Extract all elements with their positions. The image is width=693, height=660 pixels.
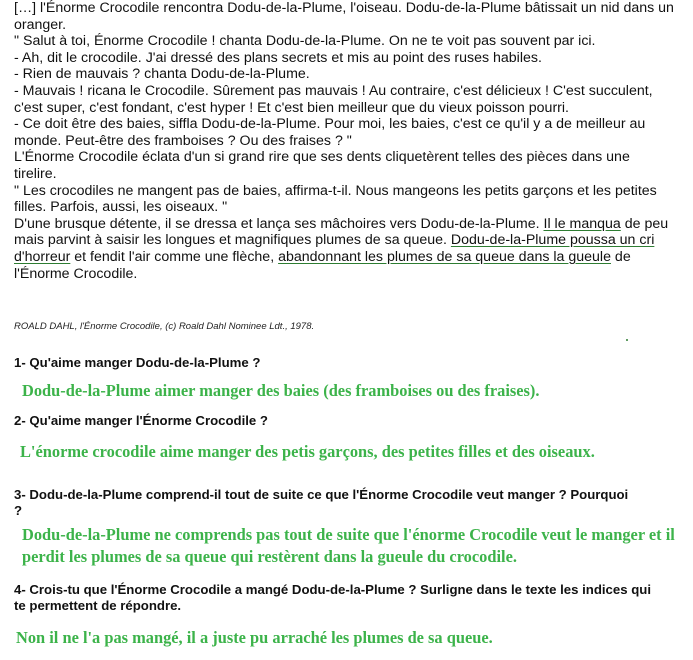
answer-1: Dodu-de-la-Plume aimer manger des baies (des framboises ou des fraises). <box>22 381 540 400</box>
passage-text: de peu mais parvint à saisir les longues et magnifiques plumes de sa queue. <box>14 215 669 249</box>
question-2: 2- Qu'aime manger l'Énorme Crocodile ? <box>14 413 268 428</box>
highlighted-clue: Il le manqua <box>543 215 621 232</box>
passage-paragraph: […] l'Énorme Crocodile rencontra Dodu-de-la-Plume, l'oiseau. Dodu-de-la-Plume bâtissait un nid dans un oranger. <box>14 0 674 33</box>
answer-2: L'énorme crocodile aime manger des petis garçons, des petites filles et des oiseaux. <box>20 442 595 461</box>
passage-text: de l'Énorme Crocodile. <box>14 248 631 282</box>
highlighted-clue: Dodu-de-la-Plume poussa un cri d'horreur <box>14 232 655 265</box>
passage-text: et fendit l'air comme une flèche, <box>70 248 279 265</box>
passage-paragraph: " Salut à toi, Énorme Crocodile ! chanta Dodu-de-la-Plume. On ne te voit pas souvent par ici. <box>14 33 596 50</box>
question-4: 4- Crois-tu que l'Énorme Crocodile a mangé Dodu-de-la-Plume ? Surligne dans le texte les indices qui te permettent de répondre. <box>14 582 651 613</box>
passage-last-paragraph <box>14 216 674 282</box>
passage-paragraph: - Ce doit être des baies, siffla Dodu-de-la-Plume. Pour moi, les baies, c'est ce qu'il y a de meilleur au monde. Peut-être des framboises ? Ou des fraises ? " <box>14 116 646 149</box>
story-passage <box>14 0 674 282</box>
passage-paragraph: " Les crocodiles ne mangent pas de baies, affirma-t-il. Nous mangeons les petits garçons et les petites filles. Parfois, aussi, les oiseaux. " <box>14 182 657 216</box>
passage-paragraph: - Rien de mauvais ? chanta Dodu-de-la-Plume. <box>14 66 310 83</box>
question-3: 3- Dodu-de-la-Plume comprend-il tout de suite ce que l'Énorme Crocodile veut manger ? Pourquoi ? <box>14 487 629 518</box>
stray-mark <box>626 339 628 341</box>
answer-4: Non il ne l'a pas mangé, il a juste pu arraché les plumes de sa queue. <box>16 628 493 647</box>
answer-3: Dodu-de-la-Plume ne comprends pas tout de suite que l'énorme Crocodile veut le manger et il perdit les plumes de sa queue qui restèrent dans la gueule du crocodile. <box>22 525 675 566</box>
highlighted-clue: abandonnant les plumes de sa queue dans la gueule <box>278 248 611 265</box>
question-1: 1- Qu'aime manger Dodu-de-la-Plume ? <box>14 355 261 370</box>
passage-paragraph: L'Énorme Crocodile éclata d'un si grand rire que ses dents cliquetèrent telles des pièces dans une tirelire. <box>14 149 630 182</box>
passage-paragraph: - Ah, dit le crocodile. J'ai dressé des plans secrets et mis au point des ruses habiles. <box>14 49 542 66</box>
passage-paragraph: - Mauvais ! ricana le Crocodile. Sûrement pas mauvais ! Au contraire, c'est délicieux ! C'est succulent, c'est super, c'est fondant, c'est hyper ! Et c'est bien meilleur que du vieux poisson pourri. <box>14 82 653 116</box>
passage-text: D'une brusque détente, il se dressa et lança ses mâchoires vers Dodu-de-la-Plume. <box>14 215 544 232</box>
source-citation: ROALD DAHL, l'Énorme Crocodile, (c) Roald Dahl Nominee Ldt., 1978. <box>14 321 315 332</box>
